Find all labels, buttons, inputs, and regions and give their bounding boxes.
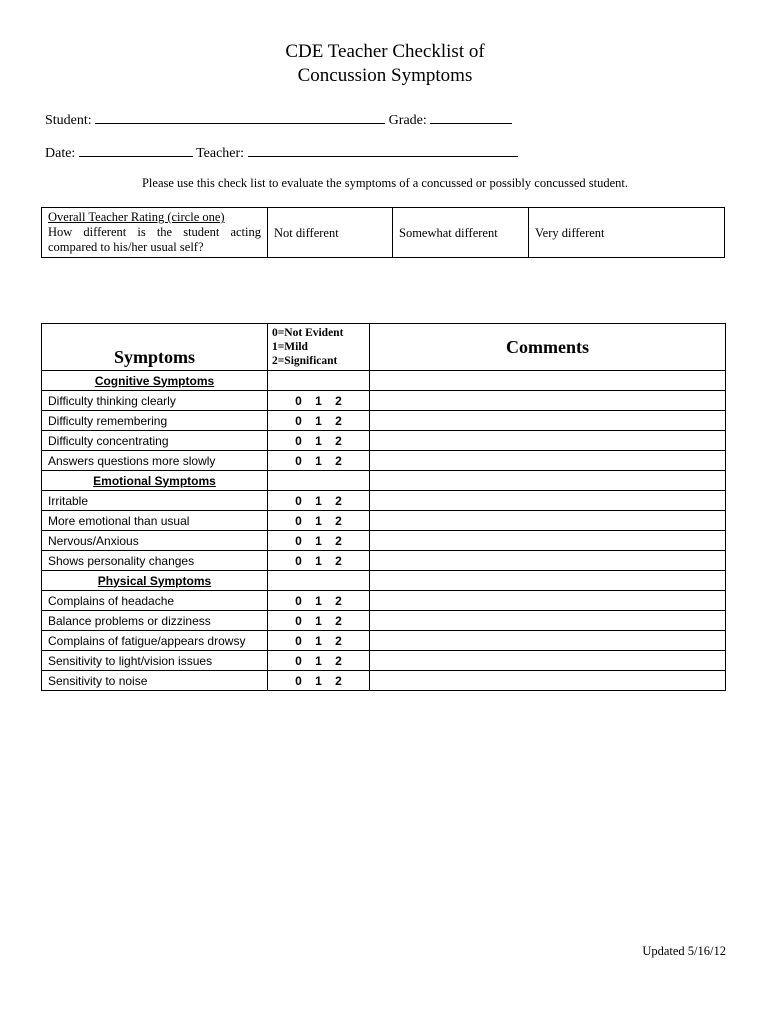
symptom-comment-cell[interactable] [370,551,726,571]
teacher-field[interactable] [248,143,518,157]
overall-rating-table [41,207,725,258]
date-label: Date: [45,146,76,161]
symptom-comment-cell[interactable] [370,591,726,611]
symptom-row [42,591,726,611]
symptom-score-options[interactable]: 0 1 2 [268,551,370,571]
symptom-score-options[interactable]: 0 1 2 [268,671,370,691]
symptom-row [42,611,726,631]
symptom-label: More emotional than usual [42,511,268,531]
symptom-score-options[interactable]: 0 1 2 [268,491,370,511]
date-teacher-row [45,143,518,163]
symptom-score-options[interactable]: 0 1 2 [268,611,370,631]
symptom-comment-cell[interactable] [370,431,726,451]
symptom-score-options[interactable]: 0 1 2 [268,411,370,431]
symptom-label: Shows personality changes [42,551,268,571]
symptom-row [42,411,726,431]
symptom-row [42,531,726,551]
grade-field[interactable] [430,110,512,124]
rating-option-very-different[interactable]: Very different [529,208,725,258]
symptom-comment-cell[interactable] [370,531,726,551]
rating-heading: Overall Teacher Rating (circle one) [48,210,225,224]
scale-line-2: 2=Significant [272,355,338,367]
symptom-score-options[interactable]: 0 1 2 [268,451,370,471]
rating-option-not-different[interactable]: Not different [268,208,393,258]
symptom-score-options[interactable]: 0 1 2 [268,391,370,411]
symptom-row [42,391,726,411]
scale-line-0: 0=Not Evident [272,327,344,339]
symptom-row [42,511,726,531]
updated-date: Updated 5/16/12 [642,944,726,958]
symptom-score-options[interactable]: 0 1 2 [268,651,370,671]
symptom-score-options[interactable]: 0 1 2 [268,631,370,651]
symptom-score-options[interactable]: 0 1 2 [268,531,370,551]
symptom-label: Answers questions more slowly [42,451,268,471]
category-label: Cognitive Symptoms [42,371,268,391]
scale-line-1: 1=Mild [272,341,308,353]
symptoms-header: Symptoms [42,324,268,371]
symptom-comment-cell[interactable] [370,511,726,531]
symptom-row [42,451,726,471]
symptom-label: Nervous/Anxious [42,531,268,551]
symptom-row [42,551,726,571]
page-title-line1: CDE Teacher Checklist of [285,41,485,62]
student-grade-row [45,110,512,130]
symptom-label: Difficulty remembering [42,411,268,431]
rating-prompt-cell [42,208,268,258]
instructions: Please use this check list to evaluate the symptoms of a concussed or possibly concussed student. [141,176,629,190]
symptom-comment-cell[interactable] [370,491,726,511]
category-comment-blank [370,571,726,591]
symptom-score-options[interactable]: 0 1 2 [268,431,370,451]
symptoms-table [41,323,726,691]
category-score-blank [268,471,370,491]
teacher-label: Teacher: [196,146,245,161]
symptom-label: Irritable [42,491,268,511]
symptom-label: Sensitivity to noise [42,671,268,691]
symptom-row [42,491,726,511]
symptom-row [42,671,726,691]
category-row [42,571,726,591]
symptom-comment-cell[interactable] [370,611,726,631]
category-label: Physical Symptoms [42,571,268,591]
symptom-score-options[interactable]: 0 1 2 [268,591,370,611]
grade-label: Grade: [388,113,427,128]
symptom-comment-cell[interactable] [370,411,726,431]
symptom-label: Complains of fatigue/appears drowsy [42,631,268,651]
symptom-comment-cell[interactable] [370,451,726,471]
category-score-blank [268,371,370,391]
date-field[interactable] [79,143,193,157]
symptom-comment-cell[interactable] [370,391,726,411]
symptom-score-options[interactable]: 0 1 2 [268,511,370,531]
category-comment-blank [370,371,726,391]
student-field[interactable] [95,110,385,124]
comments-header: Comments [370,324,726,371]
rating-question: How different is the student acting compared to his/her usual self? [48,225,261,254]
category-score-blank [268,571,370,591]
symptom-label: Complains of headache [42,591,268,611]
symptom-comment-cell[interactable] [370,651,726,671]
category-row [42,371,726,391]
symptom-label: Difficulty thinking clearly [42,391,268,411]
page-title-line2: Concussion Symptoms [297,65,473,86]
symptom-row [42,431,726,451]
symptom-comment-cell[interactable] [370,671,726,691]
symptom-label: Balance problems or dizziness [42,611,268,631]
symptom-label: Difficulty concentrating [42,431,268,451]
rating-option-somewhat-different[interactable]: Somewhat different [393,208,529,258]
scale-header [268,324,370,371]
student-label: Student: [45,113,92,128]
symptom-label: Sensitivity to light/vision issues [42,651,268,671]
category-label: Emotional Symptoms [42,471,268,491]
symptom-row [42,651,726,671]
category-row [42,471,726,491]
category-comment-blank [370,471,726,491]
symptom-comment-cell[interactable] [370,631,726,651]
symptom-row [42,631,726,651]
